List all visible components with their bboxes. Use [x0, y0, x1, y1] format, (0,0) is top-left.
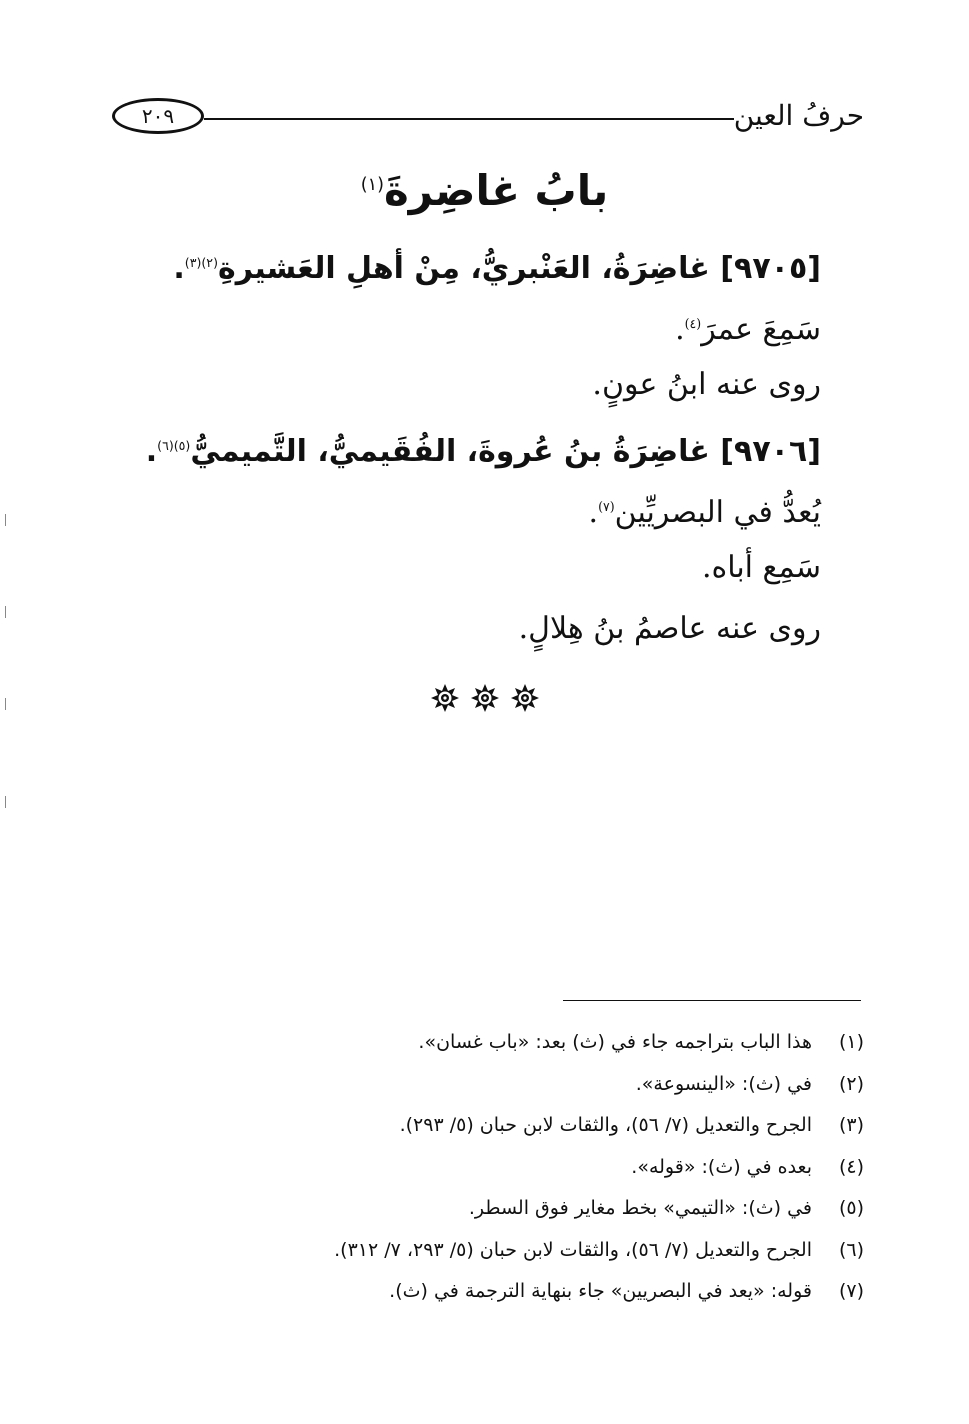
- footnote-text: الجرح والتعديل (٧/ ٥٦)، والثقات لابن حبان (٥/ ٢٩٣، ٧/ ٣١٢).: [334, 1238, 812, 1261]
- footnote-number: (٥): [838, 1197, 864, 1219]
- footnote-item: [144, 1188, 864, 1230]
- footnote-item: [144, 1105, 864, 1147]
- text-line: [121, 354, 821, 415]
- footnote-ref: (٤): [684, 316, 702, 331]
- line-end: .: [173, 251, 185, 286]
- line-text: [٩٧٠٥] غاضِرَةُ، العَنْبريُّ، مِنْ أهلِ العَشيرةِ: [217, 251, 821, 286]
- rosette-ornament-icon: [470, 683, 500, 713]
- footnote-number: (٢): [838, 1072, 864, 1095]
- text-line: [121, 537, 821, 598]
- footnote-text: في (ث): «التيمي» بخط مغاير فوق السطر.: [468, 1197, 812, 1219]
- page-header: [112, 94, 864, 150]
- rosette-ornament-icon: [510, 683, 540, 713]
- footnote-text: في (ث): «الينسوعة».: [635, 1072, 812, 1095]
- header-rule: [204, 118, 734, 120]
- chapter-title: [0, 150, 969, 226]
- page-number: ٢٠٩: [112, 98, 204, 134]
- footnote-text: هذا الباب بتراجمه جاء في (ث) بعد: «باب غسان».: [418, 1031, 812, 1053]
- entry-line: [121, 232, 821, 293]
- chapter-title-text: بابُ غاضِرةَ: [383, 166, 609, 215]
- line-text: سَمِعَ عمرَ: [701, 312, 821, 347]
- scan-mark: [5, 796, 6, 808]
- footnote-separator: [563, 1000, 861, 1001]
- scan-mark: [5, 606, 6, 618]
- line-text: روى عنه ابنُ عونٍ.: [592, 367, 821, 402]
- scan-mark: [5, 698, 6, 710]
- footnote-number: (٧): [838, 1280, 864, 1302]
- section-end-ornaments: [0, 683, 969, 713]
- line-text: [٩٧٠٦] غاضِرَةُ بنُ عُروةَ، الفُقَيميُّ، التَّميميُّ: [190, 434, 821, 469]
- entries-text: [121, 232, 821, 659]
- footnote-item: [144, 1022, 864, 1064]
- footnote-item: [144, 1064, 864, 1106]
- footnote-number: (٤): [838, 1155, 864, 1178]
- line-text: روى عنه عاصمُ بنُ هِلالٍ.: [518, 611, 821, 646]
- footnote-item: [144, 1230, 864, 1272]
- text-line: [121, 293, 821, 354]
- running-title: حرفُ العين: [733, 99, 864, 132]
- footnote-item: [144, 1147, 864, 1189]
- rosette-ornament-icon: [430, 683, 460, 713]
- line-text: سَمِع أباه.: [701, 550, 821, 585]
- chapter-title-footnote-ref: (١): [360, 175, 384, 195]
- line-end: .: [588, 495, 599, 530]
- footnote-ref: (٢)(٣): [184, 255, 218, 270]
- footnote-text: الجرح والتعديل (٧/ ٥٦)، والثقات لابن حبان (٥/ ٢٩٣).: [399, 1114, 812, 1136]
- text-line: [121, 598, 821, 659]
- footnote-text: قوله: «يعد في البصريين» جاء بنهاية الترجمة في (ث).: [389, 1280, 812, 1302]
- line-text: يُعدُّ في البصريِّين: [614, 495, 821, 530]
- footnote-number: (١): [838, 1031, 864, 1053]
- footnote-number: (٣): [838, 1114, 864, 1136]
- footnotes: [144, 1022, 864, 1313]
- line-end: .: [145, 434, 158, 469]
- scan-mark: [5, 514, 6, 526]
- footnote-item: [144, 1271, 864, 1313]
- footnote-number: (٦): [838, 1238, 864, 1261]
- footnote-text: بعده في (ث): «قوله».: [631, 1155, 812, 1178]
- text-line: [121, 476, 821, 537]
- footnote-ref: (٥)(٦): [157, 438, 191, 453]
- entry-line: [121, 415, 821, 476]
- line-end: .: [675, 312, 685, 347]
- footnote-ref: (٧): [598, 499, 615, 514]
